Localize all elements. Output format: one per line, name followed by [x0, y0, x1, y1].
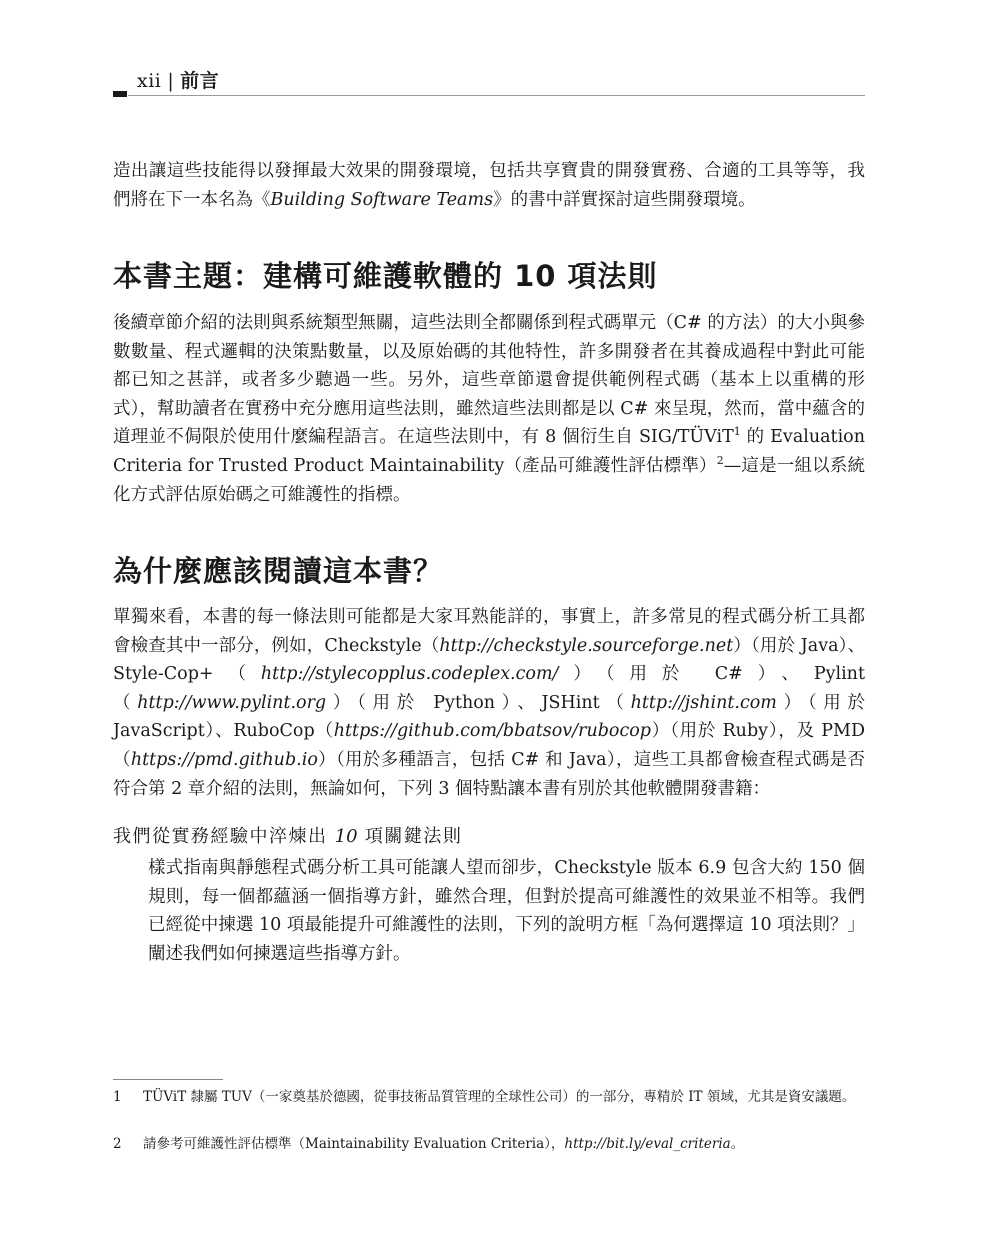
section-topic-heading-block: [113, 254, 865, 295]
header-section-title: 前言: [180, 70, 220, 92]
topic-text-2: 的 Evaluation Criteria for Trusted Product Maintainability（產品可維護性評估標準）: [113, 427, 865, 476]
link-pmd[interactable]: https://pmd.github.io: [130, 749, 318, 770]
link-rubocop[interactable]: https://github.com/bbatsov/rubocop: [333, 721, 651, 742]
why-paragraph: [113, 603, 865, 803]
header-rule-mark: [113, 91, 127, 97]
footnote-text: [143, 1135, 865, 1154]
definition-paragraph: 樣式指南與靜態程式碼分析工具可能讓人望而卻步，Checkstyle 版本 6.9 包含大約 150 個規則，每一個都蘊涵一個指導方針，雖然合理，但對於提高可維護性的效果並不相等。我們已經從中揀選 10 項最能提升可維護性的法則，下列的說明方框「為何選擇這 10 項法則？」闡述我們如何揀選這些指導方針。: [148, 858, 865, 964]
intro-paragraph: [113, 157, 865, 214]
intro-text: 造出讓這些技能得以發揮最大效果的開發環境，包括共享寶貴的開發實務、合適的工具等等，我們將在下一本名為《: [113, 161, 865, 210]
intro-text-end: 》的書中詳實探討這些開發環境。: [493, 189, 756, 210]
footnote-end: 。: [730, 1136, 745, 1152]
link-checkstyle[interactable]: http://checkstyle.sourceforge.net: [439, 635, 734, 656]
section-heading-why: 為什麼應該閱讀這本書？: [113, 554, 444, 588]
footnote-ref-1[interactable]: 1: [733, 425, 741, 439]
intro-block: [113, 157, 865, 214]
why-text: ）（用於 Ruby），及 PMD（: [113, 721, 865, 770]
term-text: 我們從實務經驗中淬煉出: [113, 826, 335, 847]
footnote-1: [113, 1088, 865, 1107]
section-topic-body: [113, 309, 865, 509]
section-why-body: [113, 603, 865, 803]
why-text: ）（用於多種語言，包括 C# 和 Java），這些工具都會檢查程式碼是否符合第 2 章介紹的法則，無論如何，下列 3 個特點讓本書有別於其他軟體開發書籍：: [113, 749, 865, 799]
feature-term: [113, 822, 462, 848]
section-why-heading-block: [113, 549, 865, 590]
term-number: 10: [334, 826, 358, 847]
footnote-ref-2[interactable]: 2: [716, 454, 724, 468]
why-text: ）（用於 Java）、Style-Cop+（: [113, 635, 865, 685]
why-text: 單獨來看，本書的每一條法則可能都是大家耳熟能詳的，事實上，許多常見的程式碼分析工具都會檢查其中一部分，例如，Checkstyle（: [113, 607, 865, 656]
link-jshint[interactable]: http://jshint.com: [630, 692, 777, 713]
running-header: [137, 66, 219, 93]
why-text: ）（用於 JavaScript）、RuboCop（: [113, 692, 866, 742]
link-stylecop[interactable]: http://stylecopplus.codeplex.com/: [260, 664, 559, 685]
footnote-number: 2: [113, 1136, 122, 1152]
footnote-text: TÜViT 隸屬 TUV（一家奠基於德國，從事技術品質管理的全球性公司）的一部分，專精於 IT 領域，尤其是資安議題。: [143, 1089, 856, 1105]
section-heading: 本書主題：建構可維護軟體的 10 項法則: [113, 259, 658, 293]
topic-text: 後續章節介紹的法則與系統類型無關，這些法則全都關係到程式碼單元（C# 的方法）的大小與參數數量、程式邏輯的決策點數量，以及原始碼的其他特性，許多開發者在其養成過程中對此可能都已知之甚詳，或者多少聽過一些。另外，這些章節還會提供範例程式碼（基本上以重構的形式），幫助讀者在實務中充分應用這些法則，雖然這些法則都是以 C# 來呈現，然而，當中蘊含的道理並不侷限於使用什麼編程語言。在這些法則中，有 8 個衍生自 SIG/TÜViT: [113, 313, 865, 448]
page-number: xii: [137, 70, 162, 92]
link-pylint[interactable]: http://www.pylint.org: [137, 692, 327, 713]
feature-definition: [148, 854, 865, 968]
why-text: ）（用於 Python）、JSHint（: [326, 692, 631, 713]
topic-paragraph: [113, 309, 865, 509]
book-title: Building Software Teams: [270, 189, 494, 210]
header-separator: |: [167, 70, 175, 92]
footnote-rule: [113, 1079, 223, 1080]
header-rule: [128, 95, 865, 96]
footnote-2: [113, 1135, 865, 1154]
footnote-number: 1: [113, 1089, 122, 1105]
why-text: ）（用於 C#）、Pylint（: [113, 664, 865, 713]
term-text-end: 項關鍵法則: [357, 826, 463, 847]
topic-text-3: —這是一組以系統化方式評估原始碼之可維護性的指標。: [113, 455, 866, 505]
link-eval-criteria[interactable]: http://bit.ly/eval_criteria: [564, 1136, 731, 1152]
footnote-text-body: 請參考可維護性評估標準（Maintainability Evaluation Criteria），: [143, 1136, 565, 1152]
